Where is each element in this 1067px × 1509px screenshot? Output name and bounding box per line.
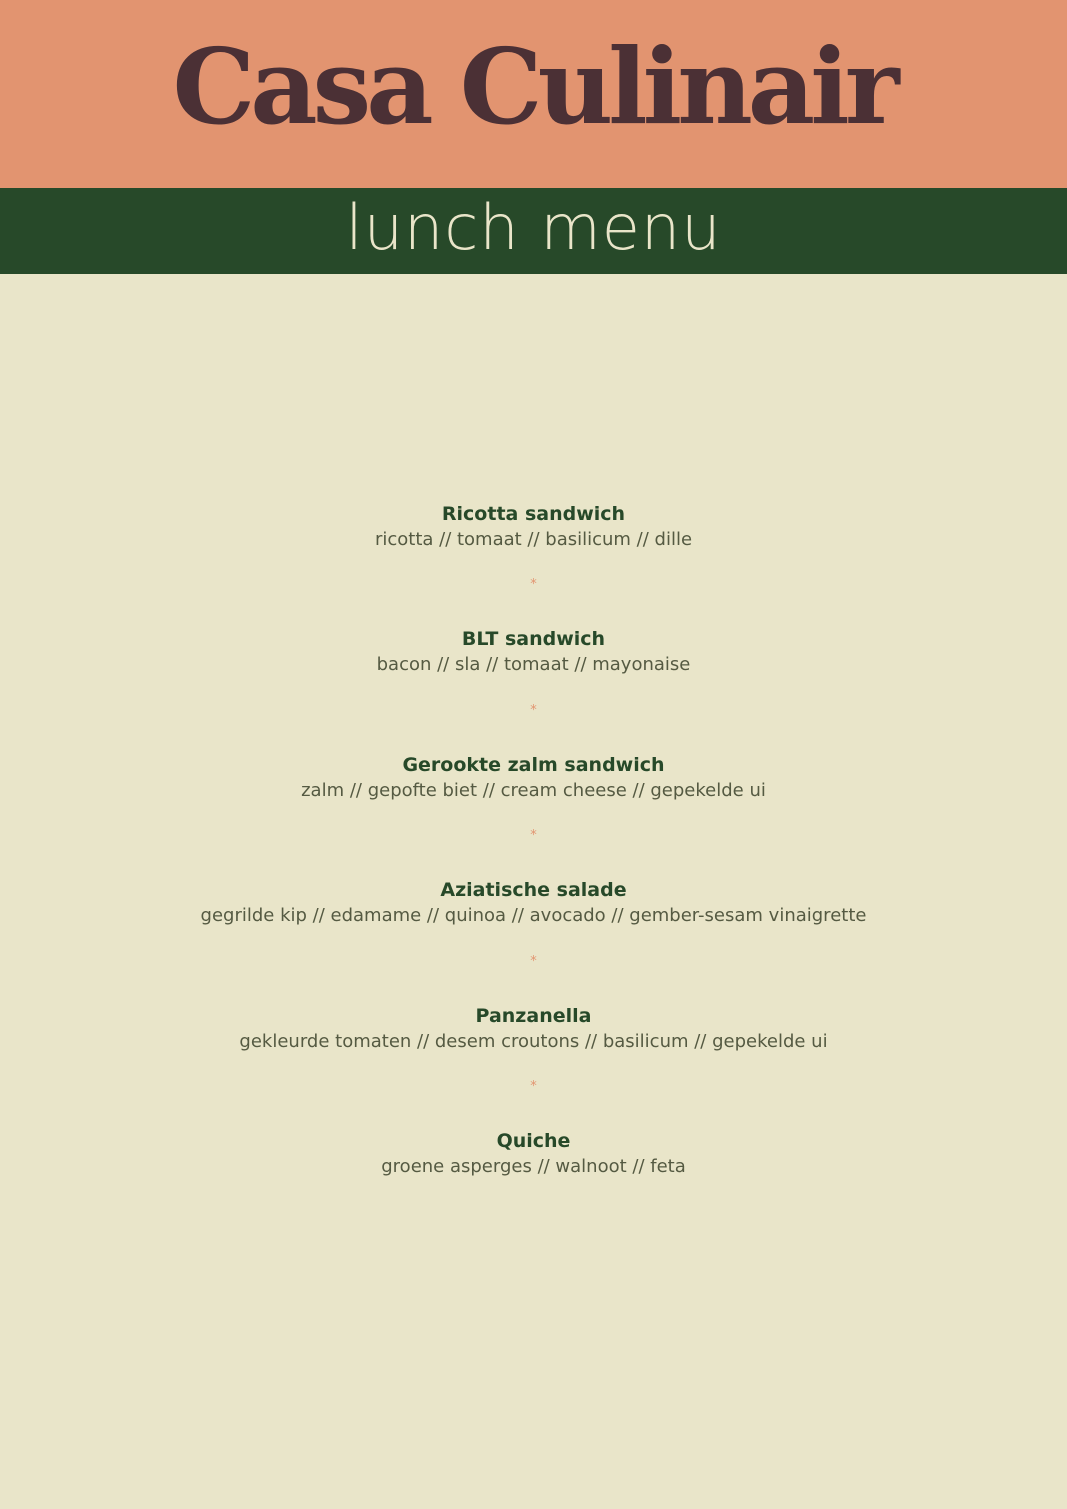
menu-item — [0, 1002, 1067, 1058]
menu-item-description: bacon // sla // tomaat // mayonaise — [376, 654, 691, 675]
menu-item-description: groene asperges // walnoot // feta — [381, 1156, 686, 1177]
menu-item-name: Gerookte zalm sandwich — [402, 754, 665, 776]
separator-asterisk: * — [530, 1079, 537, 1094]
menu-item — [0, 625, 1067, 681]
menu-item — [0, 1127, 1067, 1183]
menu-item-name: Panzanella — [475, 1005, 592, 1027]
separator-asterisk: * — [530, 954, 537, 969]
menu-item-description: gekleurde tomaten // desem croutons // basilicum // gepekelde ui — [239, 1031, 828, 1052]
separator-asterisk: * — [530, 703, 537, 718]
menu-item-description: gegrilde kip // edamame // quinoa // avocado // gember-sesam vinaigrette — [200, 905, 867, 926]
menu-item — [0, 751, 1067, 807]
menu-item-description: ricotta // tomaat // basilicum // dille — [374, 529, 693, 550]
menu-item — [0, 876, 1067, 932]
menu-item-name: BLT sandwich — [461, 628, 606, 650]
menu-title: lunch menu — [345, 191, 722, 264]
menu-item-name: Quiche — [496, 1130, 571, 1152]
separator-asterisk: * — [530, 828, 537, 843]
menu-item-name: Aziatische salade — [440, 879, 627, 901]
menu-item-name: Ricotta sandwich — [441, 503, 626, 525]
menu-item — [0, 500, 1067, 556]
menu-item-description: zalm // gepofte biet // cream cheese // gepekelde ui — [301, 780, 766, 801]
restaurant-name: Casa Culinair — [172, 25, 895, 148]
separator-asterisk: * — [530, 577, 537, 592]
